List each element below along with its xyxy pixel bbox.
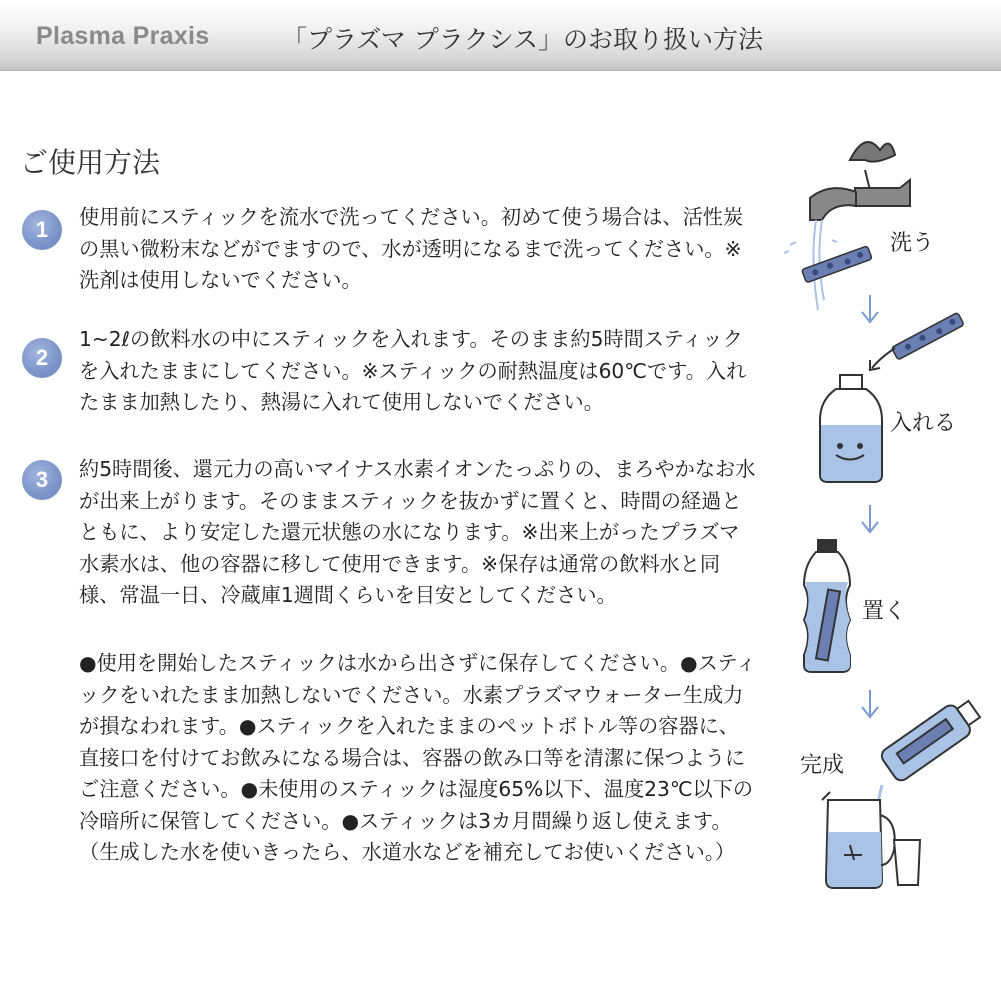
brand-logo: Plasma Praxis	[36, 22, 210, 50]
step-1-text: 使用前にスティックを流水で洗ってください。初めて使う場合は、活性炭の黒い微粉末などがでますので、水が透明になるまで洗ってください。※洗剤は使用しないでください。	[79, 205, 744, 292]
step-3-badge: 3	[22, 460, 62, 500]
arrow-down-icon	[862, 505, 878, 532]
stick-wash	[802, 246, 873, 283]
usage-notes: ●使用を開始したスティックは水から出さずに保存してください。●スティックをいれたまま加熱しないでください。水素プラズマウォーター生成力が損なわれます。●スティックを入れたままのペットボトル等の容器に、直接口を付けてお飲みになる場合は、容器の飲み口等を清潔に保つようにご注意ください。●未使用のスティックは湿度65%以下、温度23℃以下の冷暗所に保管してください。●スティックは3カ月間繰り返し使えます。（生成した水を使いきったら、水道水などを補充してお使いください。）	[79, 651, 757, 864]
page-title: 「プラズマ プラクシス」のお取り扱い方法	[282, 25, 763, 54]
step-3-text: 約5時間後、還元力の高いマイナス水素イオンたっぷりの、まろやかなお水が出来上がります。そのままスティックを抜かずに置くと、時間の経過とともに、より安定した還元状態の水になります。※出来上がったプラズマ水素水は、他の容器に移して使用できます。※保存は通常の飲料水と同様、常温一日、冷蔵庫1週間くらいを目安としてください。	[79, 457, 756, 607]
bottle-pour	[879, 694, 985, 783]
arrow-insert-icon	[870, 348, 895, 370]
label-insert: 入れる	[890, 411, 957, 436]
faucet-icon	[810, 142, 910, 220]
label-place: 置く	[862, 599, 907, 624]
header-bar	[0, 0, 1001, 71]
label-wash: 洗う	[890, 231, 935, 256]
illustration-drawing	[770, 120, 990, 900]
pitcher-icon	[822, 792, 920, 888]
arrow-down-icon	[862, 690, 878, 717]
bottle-closed	[804, 540, 850, 672]
usage-illustration	[770, 120, 990, 900]
bottle-open	[820, 375, 882, 482]
label-done: 完成	[800, 753, 845, 778]
step-2-badge: 2	[22, 338, 62, 378]
step-2-text: 1~2ℓの飲料水の中にスティックを入れます。そのまま約5時間スティックを入れたままにしてください。※スティックの耐熱温度は60℃です。入れたまま加熱したり、熱湯に入れて使用しないでください。	[79, 327, 747, 414]
stick-insert	[891, 312, 964, 360]
step-1-badge: 1	[22, 210, 62, 250]
section-title: ご使用方法	[20, 146, 161, 179]
arrow-down-icon	[862, 295, 878, 322]
